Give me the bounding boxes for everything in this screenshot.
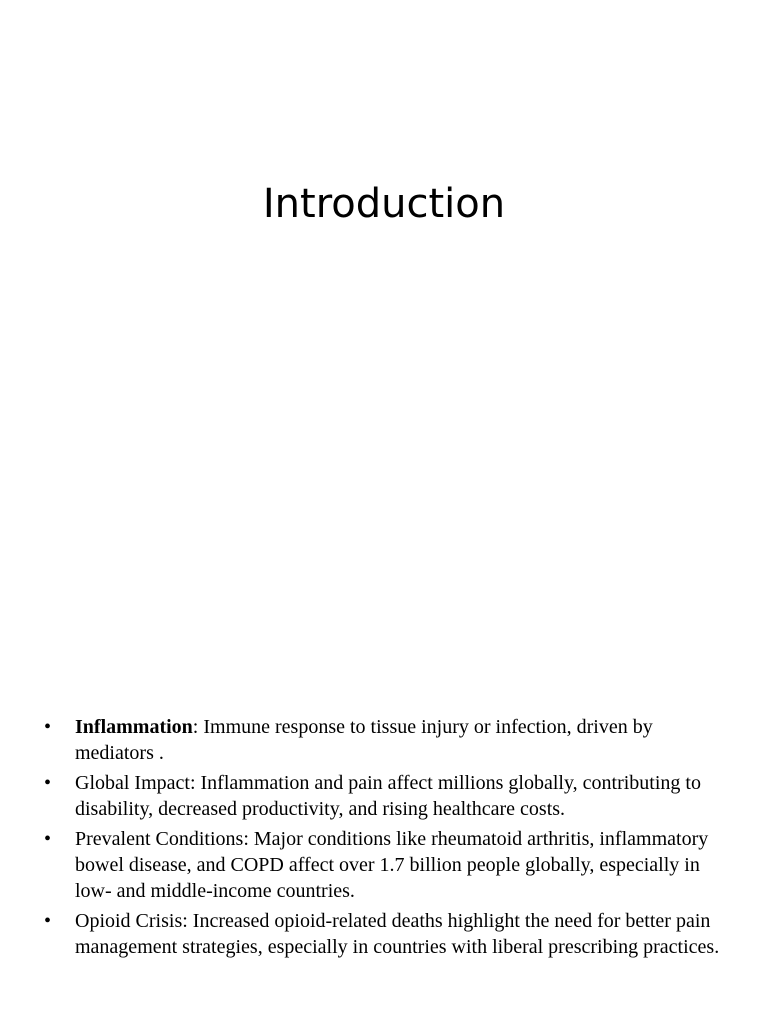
bullet-icon: • xyxy=(44,828,52,850)
bullet-item-global-impact xyxy=(40,770,730,822)
bullet-term: Inflammation xyxy=(75,716,193,738)
bullet-item-inflammation xyxy=(40,714,730,766)
bullet-item-opioid-crisis xyxy=(40,908,730,960)
bullet-text: Opioid Crisis: Increased opioid-related deaths highlight the need for better pain management strategies, especially in countries with liberal prescribing practices. xyxy=(75,910,720,958)
bullet-item-prevalent-conditions xyxy=(40,826,730,904)
slide-title: Introduction xyxy=(262,181,506,227)
bullet-icon: • xyxy=(44,772,52,794)
bullet-icon: • xyxy=(44,910,52,932)
bullet-text: : Immune response to tissue injury or infection, driven by mediators . xyxy=(75,716,653,764)
bullet-text: Prevalent Conditions: Major conditions like rheumatoid arthritis, inflammatory bowel disease, and COPD affect over 1.7 billion people globally, especially in low- and middle-income countries. xyxy=(75,828,709,902)
bullet-text: Global Impact: Inflammation and pain affect millions globally, contributing to disability, decreased productivity, and rising healthcare costs. xyxy=(75,772,701,820)
bullet-icon: • xyxy=(44,716,52,738)
bullet-list xyxy=(40,714,730,964)
